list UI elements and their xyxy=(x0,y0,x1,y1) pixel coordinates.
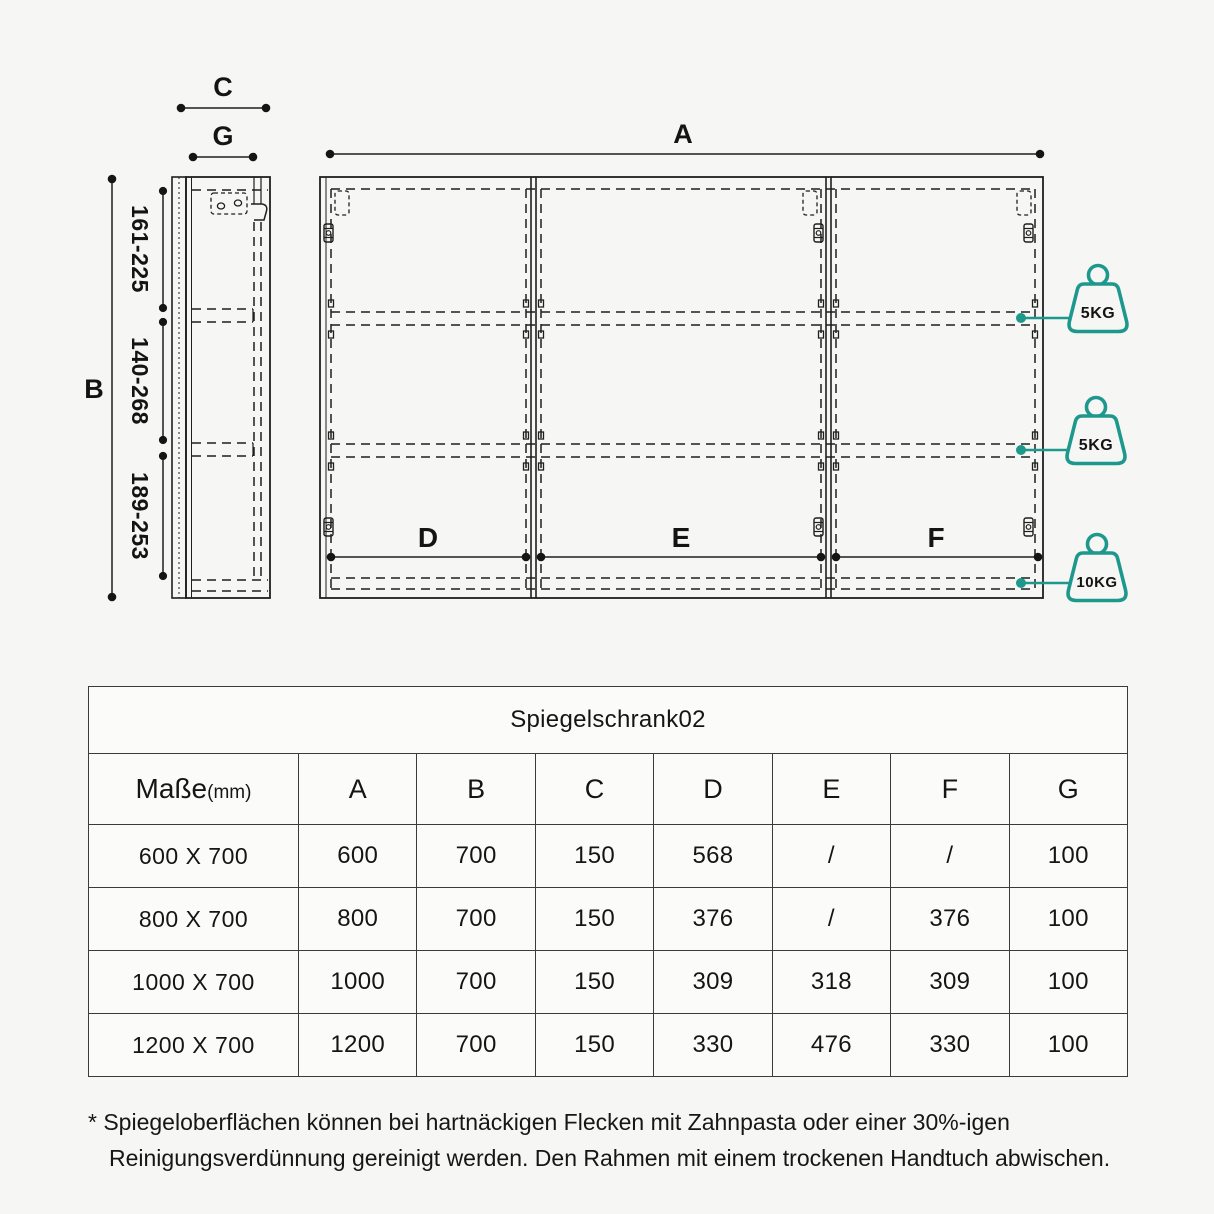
dim-label-g: G xyxy=(212,121,234,151)
value-cell: 309 xyxy=(891,951,1009,1014)
table-body xyxy=(89,825,1128,1077)
table-title-row xyxy=(89,687,1128,754)
dim-label-a: A xyxy=(673,119,693,149)
weight-icon-top-shelf xyxy=(1069,266,1127,332)
weight-icon-bottom-shelf xyxy=(1068,535,1126,601)
dim-label-segment-2: 140-268 xyxy=(127,337,153,425)
value-cell: / xyxy=(772,825,890,888)
footnote-line-1: * Spiegeloberflächen können bei hartnäckigen Flecken mit Zahnpasta oder einer 30%-igen xyxy=(88,1109,1010,1135)
def-dimension-lines xyxy=(327,553,1043,562)
table-row xyxy=(89,825,1128,888)
value-cell: 150 xyxy=(535,1014,653,1077)
value-cell: 100 xyxy=(1009,888,1127,951)
spec-table xyxy=(88,686,1128,1077)
value-cell: 150 xyxy=(535,888,653,951)
door-damper-brackets xyxy=(335,191,1031,215)
side-hinge-detail xyxy=(211,193,267,220)
value-cell: 1200 xyxy=(299,1014,417,1077)
dim-label-b: B xyxy=(84,374,104,404)
value-cell: / xyxy=(891,825,1009,888)
column-header-f: F xyxy=(891,754,1009,825)
table-header-row xyxy=(89,754,1128,825)
value-cell: 100 xyxy=(1009,951,1127,1014)
value-cell: 100 xyxy=(1009,825,1127,888)
dim-label-c: C xyxy=(213,72,233,102)
side-cabinet-outline xyxy=(172,177,270,598)
value-cell: 700 xyxy=(417,951,535,1014)
value-cell: 700 xyxy=(417,888,535,951)
care-footnote xyxy=(88,1104,1139,1176)
dim-label-segment-1: 161-225 xyxy=(127,205,153,293)
value-cell: 150 xyxy=(535,825,653,888)
model-cell: 1200 X 700 xyxy=(89,1014,299,1077)
value-cell: 568 xyxy=(654,825,772,888)
value-cell: 700 xyxy=(417,1014,535,1077)
table-title: Spiegelschrank02 xyxy=(89,687,1128,754)
door-hinges xyxy=(324,224,1033,536)
size-unit: (mm) xyxy=(207,782,252,803)
column-header-b: B xyxy=(417,754,535,825)
weight-label-bottom: 10KG xyxy=(1076,574,1118,591)
table-row xyxy=(89,951,1128,1014)
value-cell: 700 xyxy=(417,825,535,888)
column-header-c: C xyxy=(535,754,653,825)
value-cell: 150 xyxy=(535,951,653,1014)
value-cell: 318 xyxy=(772,951,890,1014)
value-cell: 376 xyxy=(891,888,1009,951)
model-cell: 1000 X 700 xyxy=(89,951,299,1014)
model-cell: 800 X 700 xyxy=(89,888,299,951)
value-cell: / xyxy=(772,888,890,951)
column-header-d: D xyxy=(654,754,772,825)
weight-icon-middle-shelf xyxy=(1067,398,1125,464)
footnote-line-2: Reinigungsverdünnung gereinigt werden. Den Rahmen mit einem trockenen Handtuch abwischen. xyxy=(109,1145,1111,1171)
dim-label-segment-3: 189-253 xyxy=(127,472,153,560)
table-row xyxy=(89,888,1128,951)
dim-label-f: F xyxy=(927,522,945,553)
column-header-size xyxy=(89,754,299,825)
column-header-e: E xyxy=(772,754,890,825)
value-cell: 330 xyxy=(654,1014,772,1077)
dim-label-d: D xyxy=(417,522,439,553)
side-shelf-lines xyxy=(192,309,268,591)
value-cell: 330 xyxy=(891,1014,1009,1077)
column-header-g: G xyxy=(1009,754,1127,825)
value-cell: 476 xyxy=(772,1014,890,1077)
value-cell: 600 xyxy=(299,825,417,888)
table-row xyxy=(89,1014,1128,1077)
size-label: Maße xyxy=(135,773,208,804)
value-cell: 100 xyxy=(1009,1014,1127,1077)
weight-label-top: 5KG xyxy=(1080,305,1116,322)
value-cell: 1000 xyxy=(299,951,417,1014)
value-cell: 376 xyxy=(654,888,772,951)
model-cell: 600 X 700 xyxy=(89,825,299,888)
weight-label-middle: 5KG xyxy=(1078,437,1114,454)
value-cell: 800 xyxy=(299,888,417,951)
value-cell: 309 xyxy=(654,951,772,1014)
column-header-a: A xyxy=(299,754,417,825)
dim-label-e: E xyxy=(671,522,691,553)
